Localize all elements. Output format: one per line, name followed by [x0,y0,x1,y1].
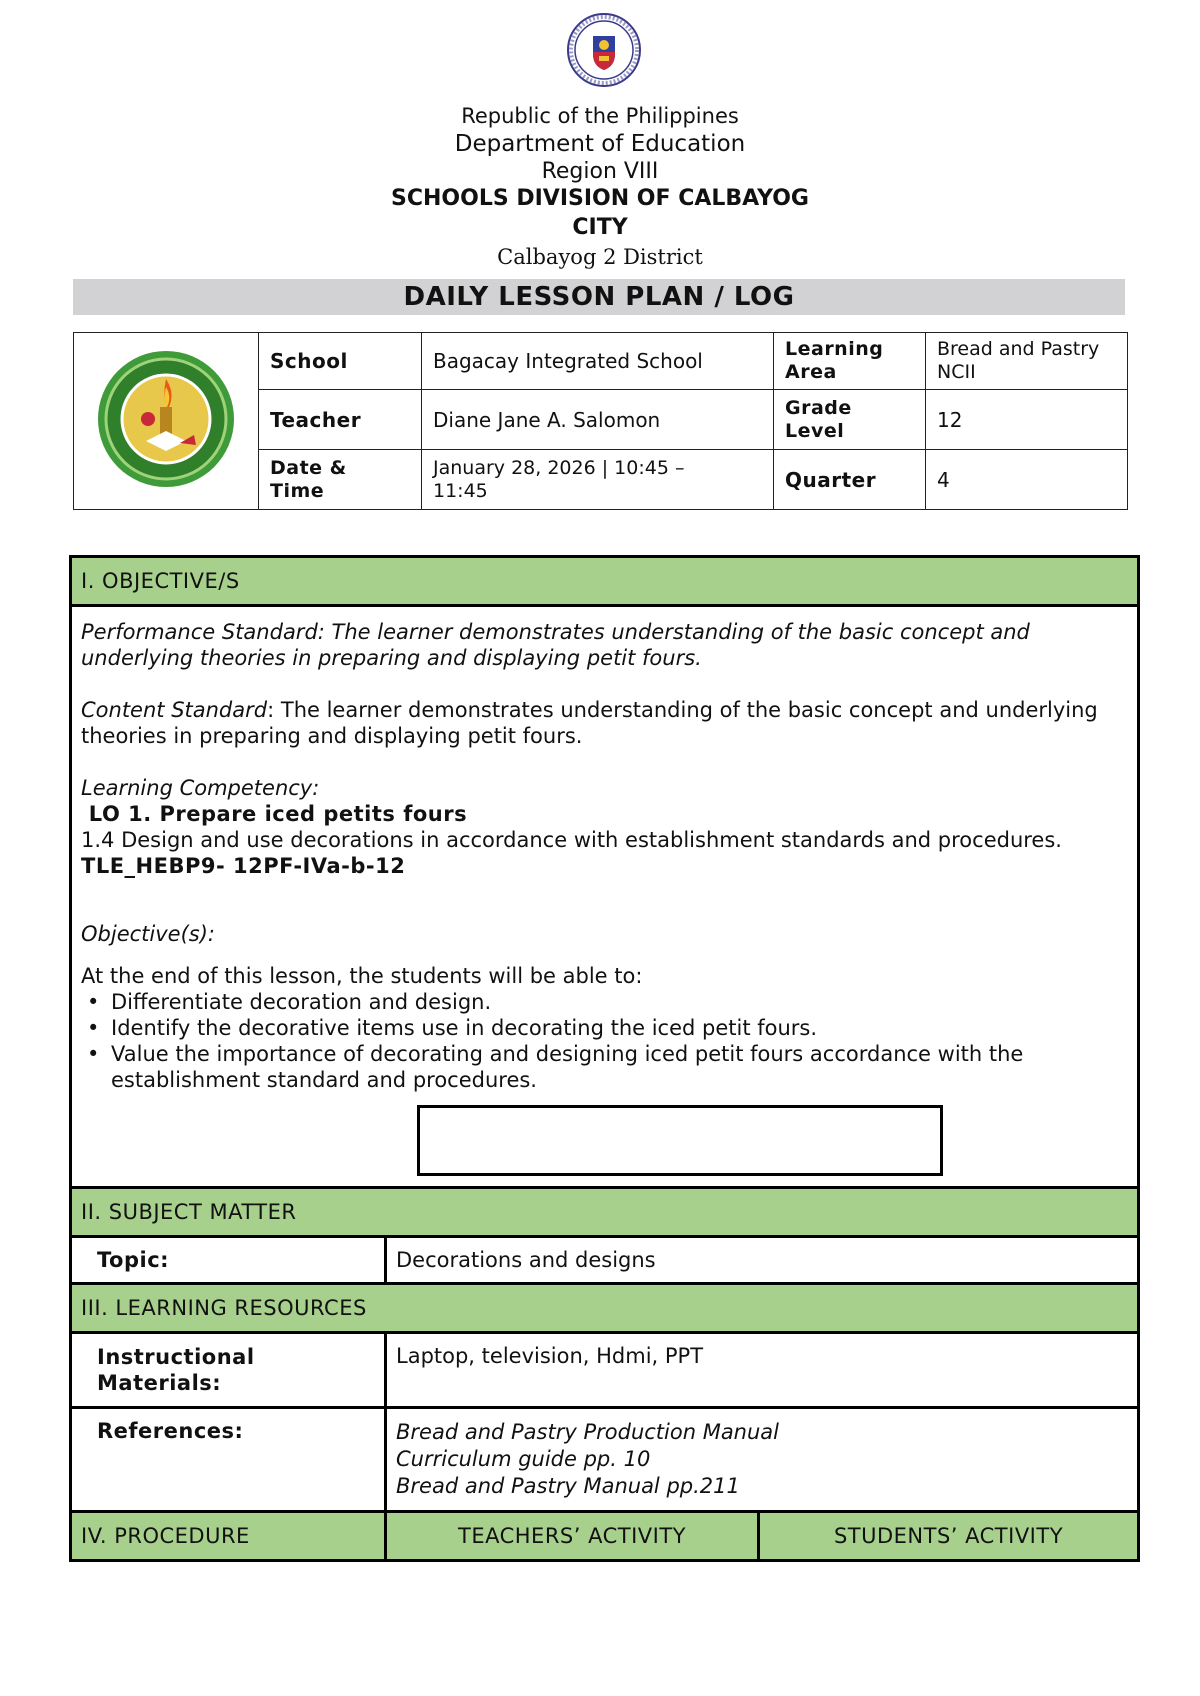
division-city-line: CITY [572,215,628,240]
district-line: Calbayog 2 District [497,245,703,269]
materials-label: Instructional Materials: [71,1333,386,1408]
teachers-activity-heading: TEACHERS’ ACTIVITY [386,1512,759,1561]
procedure-heading: IV. PROCEDURE [71,1512,386,1561]
topic-value: Decorations and designs [386,1237,1139,1284]
reference-item: Curriculum guide pp. 10 [396,1447,651,1471]
region-line: Region VIII [541,159,659,184]
empty-box [417,1105,943,1176]
division-line: SCHOOLS DIVISION OF CALBAYOG [391,186,809,211]
list-item: • Identify the decorative items use in decorating the iced petit fours. [81,1015,1128,1041]
subject-matter-heading: II. SUBJECT MATTER [71,1188,1139,1237]
teacher-label: Teacher [259,390,422,450]
info-table [73,332,1128,510]
quarter-value: 4 [926,450,1128,510]
date-time-value: January 28, 2026 | 10:45 – 11:45 [422,450,774,510]
list-item: • Value the importance of decorating and designing iced petit fours accordance with the establishment standard and procedures. [81,1041,1128,1093]
school-logo-icon [96,349,236,489]
school-logo-cell [74,333,259,510]
quarter-label: Quarter [774,450,926,510]
objectives-list [81,989,1128,1093]
objectives-heading: I. OBJECTIVE/S [71,557,1139,606]
objectives-label: Objective(s): [81,922,215,946]
learning-outcome: LO 1. Prepare iced petits fours [81,802,468,826]
grade-level-label: Grade Level [774,390,926,450]
references-label: References: [71,1408,386,1512]
deped-seal-icon [566,12,642,88]
materials-value: Laptop, television, Hdmi, PPT [386,1333,1139,1408]
learning-competency-label: Learning Competency: [81,776,320,800]
learning-resources-heading: III. LEARNING RESOURCES [71,1284,1139,1333]
learning-area-label: Learning Area [774,333,926,390]
grade-level-value: 12 [926,390,1128,450]
objectives-body [71,606,1139,1188]
list-item: • Differentiate decoration and design. [81,989,1128,1015]
page-title: DAILY LESSON PLAN / LOG [73,279,1125,315]
content-standard: Content Standard: The learner demonstrates understanding of the basic concept and underlying theories in preparing and displaying petit fours. [81,698,1098,748]
teacher-value: Diane Jane A. Salomon [422,390,774,450]
republic-line: Republic of the Philippines [461,104,739,128]
performance-standard: Performance Standard: The learner demonstrates understanding of the basic concept and underlying theories in preparing and displaying petit fours. [81,620,1030,670]
competency-detail: 1.4 Design and use decorations in accordance with establishment standards and procedures. [81,828,1062,852]
learning-area-value: Bread and Pastry NCII [926,333,1128,390]
school-value: Bagacay Integrated School [422,333,774,390]
date-time-label: Date & Time [259,450,422,510]
department-line: Department of Education [454,131,746,157]
objectives-intro: At the end of this lesson, the students will be able to: [81,964,643,988]
students-activity-heading: STUDENTS’ ACTIVITY [759,1512,1139,1561]
competency-code: TLE_HEBP9- 12PF-IVa-b-12 [81,854,406,878]
references-value [386,1408,1139,1512]
topic-label: Topic: [71,1237,386,1284]
school-label: School [259,333,422,390]
reference-item: Bread and Pastry Production Manual [396,1420,780,1444]
lesson-plan-table [69,555,1140,1562]
reference-item: Bread and Pastry Manual pp.211 [396,1474,740,1498]
